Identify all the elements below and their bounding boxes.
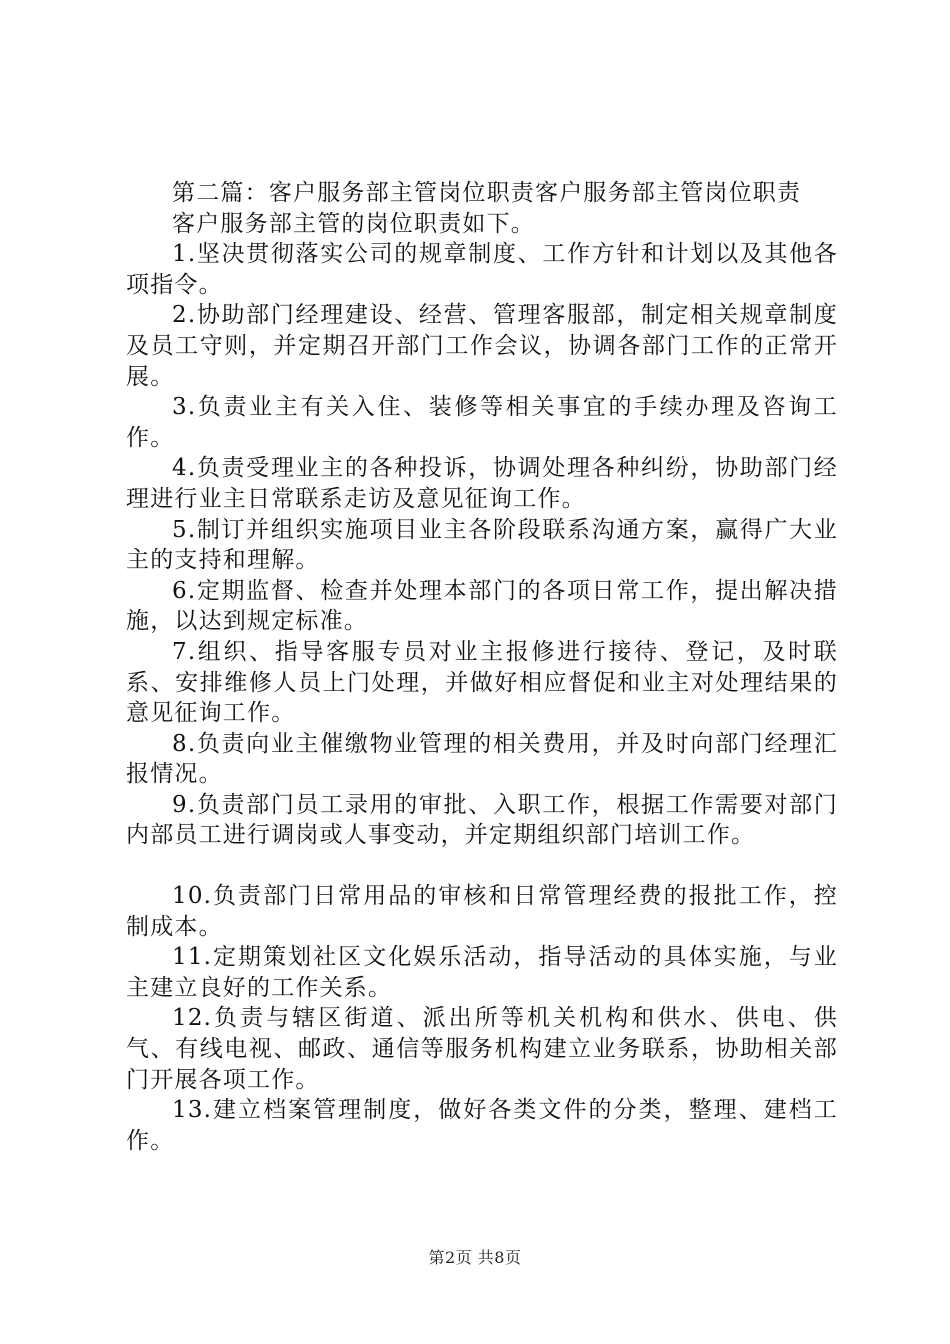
intro-paragraph: 客户服务部主管的岗位职责如下。	[172, 210, 535, 237]
duty-item-1: 1.坚决贯彻落实公司的规章制度、工作方针和计划以及其他各项指令。	[126, 241, 838, 298]
duty-item-3: 3.负责业主有关入住、装修等相关事宜的手续办理及咨询工作。	[126, 394, 838, 451]
duty-item-2: 2.协助部门经理建设、经营、管理客服部，制定相关规章制度及员工守则，并定期召开部门工作会议，协调各部门工作的正常开展。	[126, 302, 838, 390]
page-number-footer: 第2页 共8页	[428, 1248, 522, 1267]
duty-item-12: 12.负责与辖区街道、派出所等机关机构和供水、供电、供气、有线电视、邮政、通信等服务机构建立业务联系，协助相关部门开展各项工作。	[126, 1005, 838, 1093]
duty-item-4: 4.负责受理业主的各种投诉，协调处理各种纠纷，协助部门经理进行业主日常联系走访及意见征询工作。	[126, 455, 838, 512]
duty-item-11: 11.定期策划社区文化娱乐活动，指导活动的具体实施，与业主建立良好的工作关系。	[126, 944, 838, 1001]
section-heading: 第二篇：客户服务部主管岗位职责客户服务部主管岗位职责	[172, 180, 802, 206]
duty-item-8: 8.负责向业主催缴物业管理的相关费用，并及时向部门经理汇报情况。	[126, 730, 838, 788]
duty-item-10: 10.负责部门日常用品的审核和日常管理经费的报批工作，控制成本。	[126, 883, 838, 940]
duty-item-13: 13.建立档案管理制度，做好各类文件的分类，整理、建档工作。	[126, 1097, 838, 1154]
duty-item-7: 7.组织、指导客服专员对业主报修进行接待、登记，及时联系、安排维修人员上门处理，并做好相应督促和业主对处理结果的意见征询工作。	[126, 638, 838, 727]
duty-item-9: 9.负责部门员工录用的审批、入职工作，根据工作需要对部门内部员工进行调岗或人事变动，并定期组织部门培训工作。	[126, 791, 838, 849]
duty-item-6: 6.定期监督、检查并处理本部门的各项日常工作，提出解决措施，以达到规定标准。	[126, 577, 838, 635]
document-body	[126, 178, 838, 1156]
duty-item-5: 5.制订并组织实施项目业主各阶段联系沟通方案，赢得广大业主的支持和理解。	[126, 516, 838, 574]
